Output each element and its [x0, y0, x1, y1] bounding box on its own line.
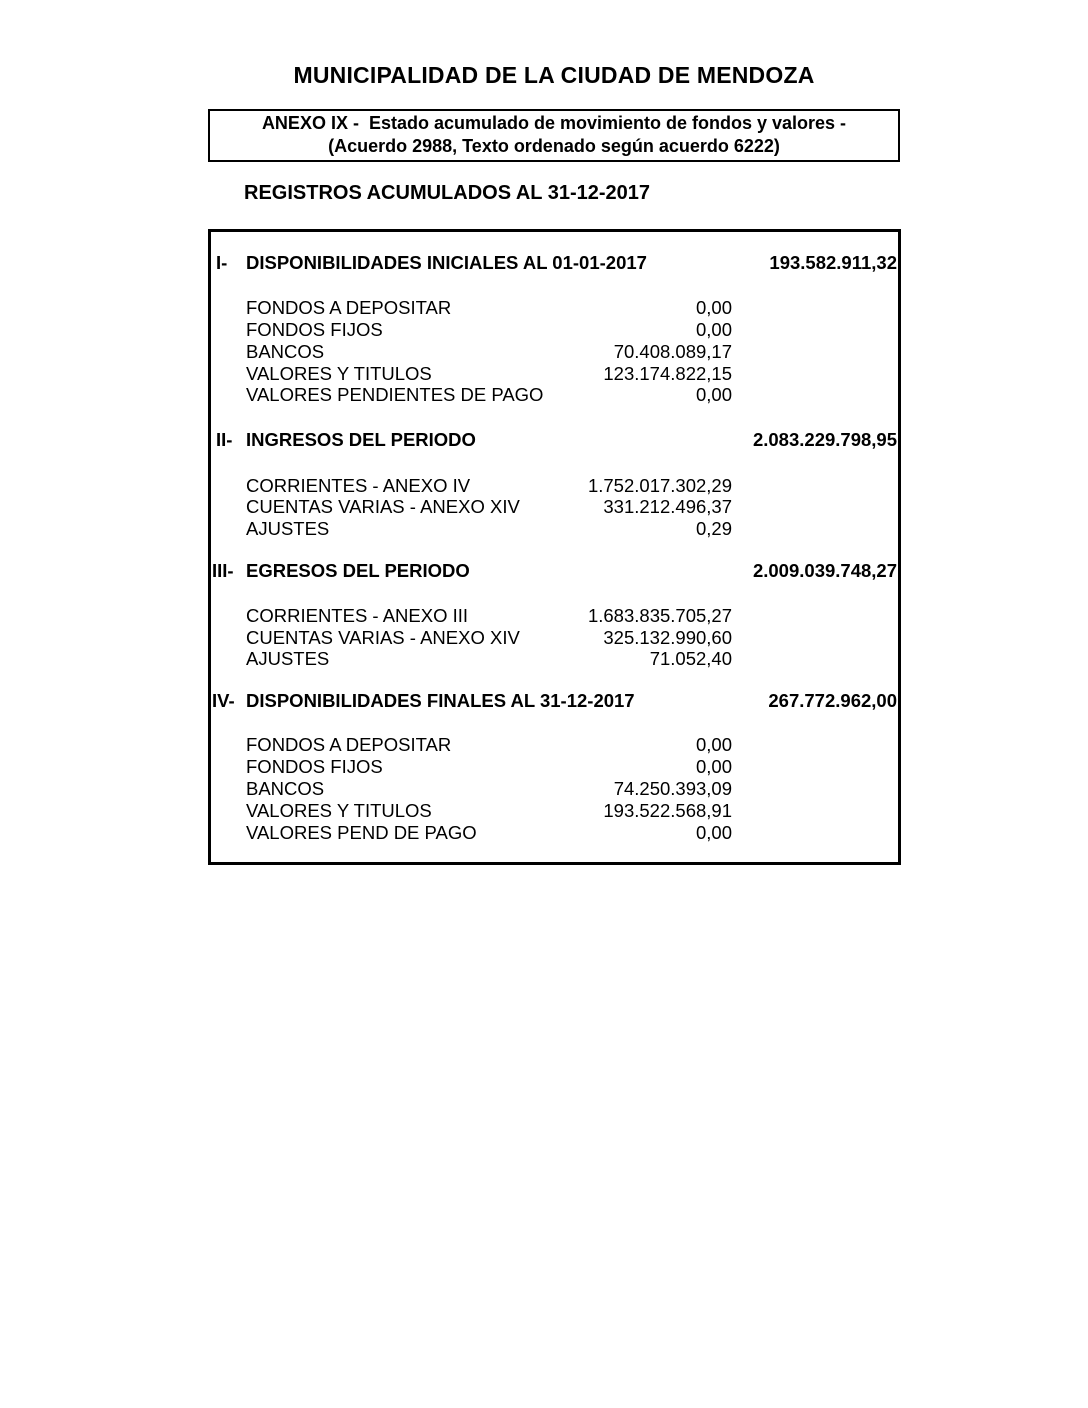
- item-label: CUENTAS VARIAS - ANEXO XIV: [246, 496, 520, 517]
- item-value: 0,00: [695, 297, 732, 318]
- item-label: CORRIENTES - ANEXO III: [246, 605, 469, 626]
- item-value: 0,00: [695, 384, 732, 405]
- section-header-iii: [211, 560, 898, 582]
- item-label: BANCOS: [246, 778, 325, 799]
- item-value: 0,00: [695, 822, 732, 843]
- line-item: [211, 756, 898, 778]
- item-value: 74.250.393,09: [613, 778, 732, 799]
- line-item: [211, 341, 898, 363]
- line-item: [211, 800, 898, 822]
- annex-line-2: (Acuerdo 2988, Texto ordenado según acuerdo 6222): [328, 136, 780, 156]
- item-label: VALORES PEND DE PAGO: [246, 822, 477, 843]
- line-item: [211, 605, 898, 627]
- line-item: [211, 778, 898, 800]
- section-roman: I-: [216, 252, 228, 273]
- item-value: 0,00: [695, 734, 732, 755]
- line-item: [211, 518, 898, 540]
- item-label: VALORES PENDIENTES DE PAGO: [246, 384, 544, 405]
- item-label: VALORES Y TITULOS: [246, 363, 432, 384]
- item-value: 1.752.017.302,29: [587, 475, 732, 496]
- section-total: 2.009.039.748,27: [752, 560, 897, 581]
- section-title: INGRESOS DEL PERIODO: [246, 429, 476, 450]
- annex-header-box: [208, 109, 900, 162]
- line-item: [211, 734, 898, 756]
- line-item: [211, 475, 898, 497]
- annex-line-1: ANEXO IX - Estado acumulado de movimiento de fondos y valores -: [261, 113, 847, 133]
- section-header-ii: [211, 429, 898, 451]
- item-value: 0,00: [695, 756, 732, 777]
- line-item: [211, 297, 898, 319]
- document-title: MUNICIPALIDAD DE LA CIUDAD DE MENDOZA: [293, 62, 815, 88]
- item-value: 0,00: [695, 319, 732, 340]
- line-item: [211, 648, 898, 670]
- section-title: DISPONIBILIDADES FINALES AL 31-12-2017: [246, 690, 635, 711]
- item-label: AJUSTES: [246, 648, 330, 669]
- section-total: 267.772.962,00: [768, 690, 897, 711]
- section-total: 193.582.911,32: [769, 252, 897, 273]
- item-value: 325.132.990,60: [603, 627, 732, 648]
- item-label: CUENTAS VARIAS - ANEXO XIV: [246, 627, 520, 648]
- item-label: FONDOS FIJOS: [246, 756, 383, 777]
- subtitle: REGISTROS ACUMULADOS AL 31-12-2017: [244, 182, 651, 204]
- section-total: 2.083.229.798,95: [752, 429, 897, 450]
- line-item: [211, 822, 898, 844]
- item-label: FONDOS FIJOS: [246, 319, 383, 340]
- item-label: AJUSTES: [246, 518, 330, 539]
- item-value: 193.522.568,91: [603, 800, 732, 821]
- funds-statement-table: [208, 229, 901, 865]
- line-item: [211, 496, 898, 518]
- section-roman: II-: [216, 429, 233, 450]
- section-header-i: [211, 252, 898, 274]
- line-item: [211, 319, 898, 341]
- item-label: FONDOS A DEPOSITAR: [246, 297, 452, 318]
- item-value: 70.408.089,17: [613, 341, 732, 362]
- item-value: 0,29: [695, 518, 732, 539]
- item-value: 331.212.496,37: [603, 496, 732, 517]
- line-item: [211, 384, 898, 406]
- item-value: 71.052,40: [649, 648, 732, 669]
- item-label: CORRIENTES - ANEXO IV: [246, 475, 471, 496]
- section-roman: III-: [212, 560, 234, 581]
- line-item: [211, 627, 898, 649]
- item-label: BANCOS: [246, 341, 325, 362]
- section-header-iv: [211, 690, 898, 712]
- section-title: EGRESOS DEL PERIODO: [246, 560, 470, 581]
- section-title: DISPONIBILIDADES INICIALES AL 01-01-2017: [246, 252, 647, 273]
- item-label: VALORES Y TITULOS: [246, 800, 432, 821]
- section-roman: IV-: [212, 690, 235, 711]
- line-item: [211, 363, 898, 385]
- item-value: 123.174.822,15: [603, 363, 732, 384]
- item-value: 1.683.835.705,27: [587, 605, 732, 626]
- item-label: FONDOS A DEPOSITAR: [246, 734, 452, 755]
